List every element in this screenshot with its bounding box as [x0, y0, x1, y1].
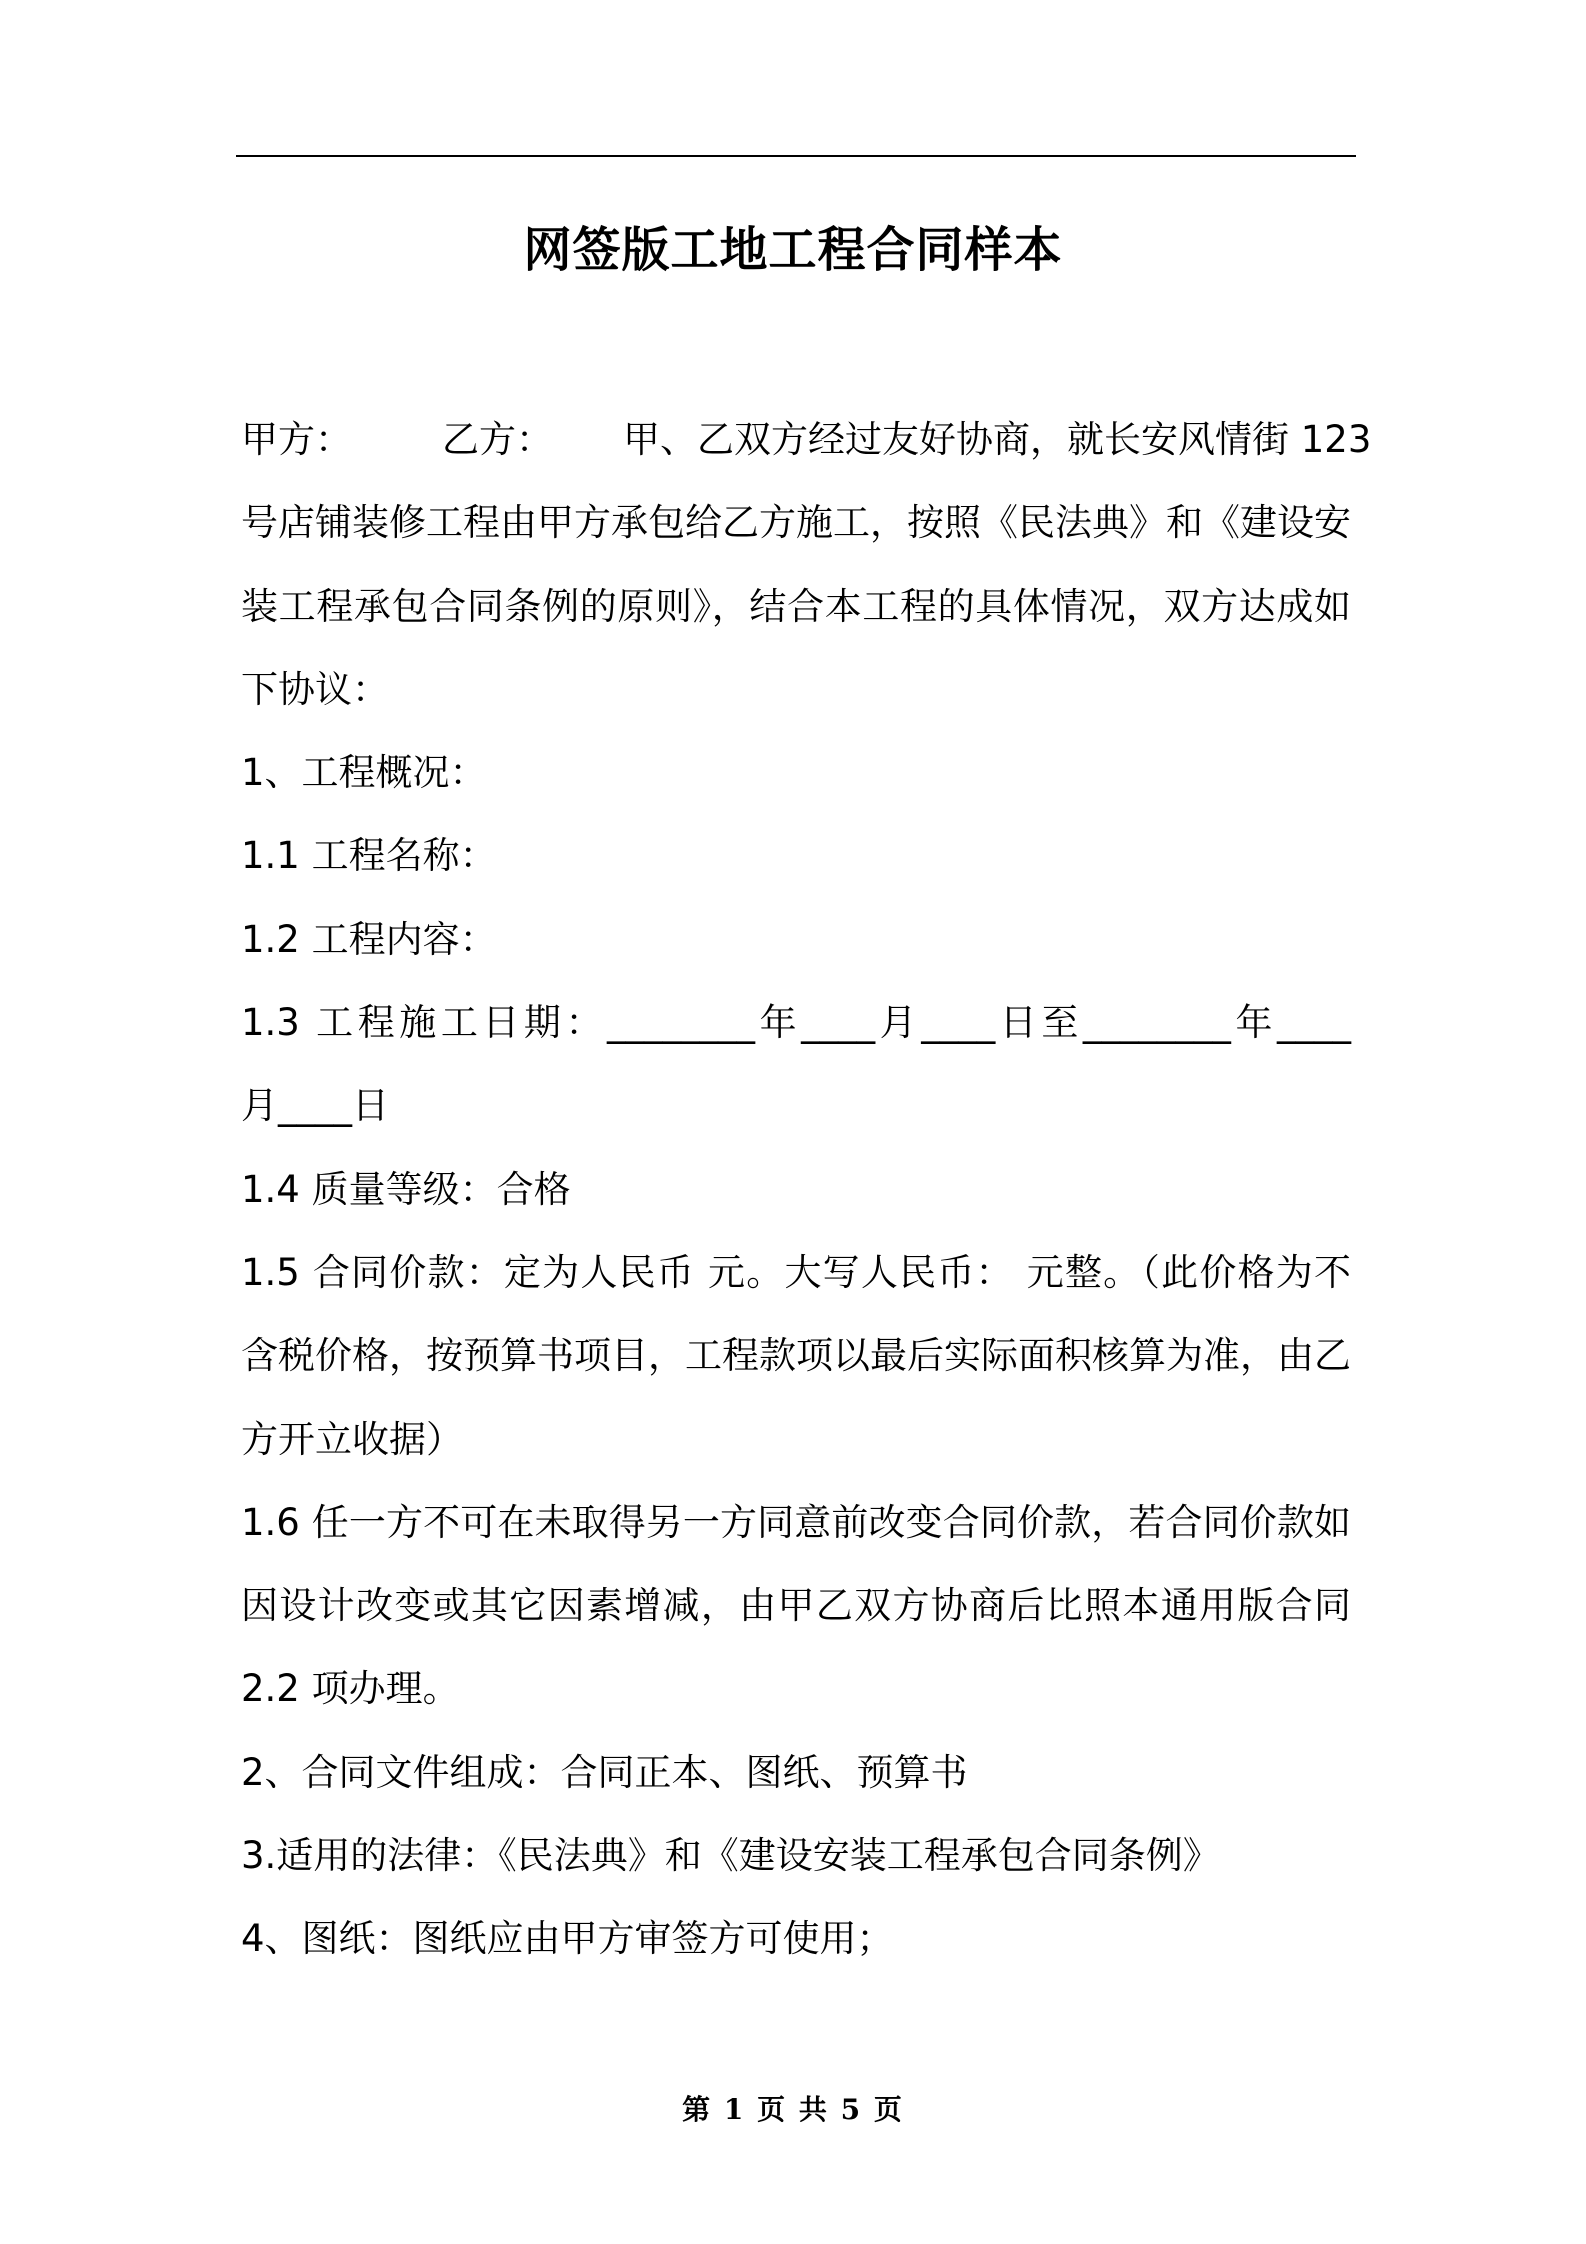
body-line — [241, 398, 1372, 481]
body-line: 1.3 工程施工日期：________年____月____日至________年____ — [241, 1001, 1351, 1045]
party-a-label: 甲方： — [241, 418, 352, 461]
section-heading: 4、图纸：图纸应由甲方审签方可使用； — [241, 1917, 894, 1961]
document-body — [241, 398, 1372, 1981]
body-line: 1.2 工程内容： — [241, 917, 497, 961]
section-heading: 1、工程概况： — [241, 751, 487, 795]
body-text: 甲、乙双方经过友好协商，就长安风情街 123 — [623, 418, 1372, 461]
body-line: 含税价格，按预算书项目，工程款项以最后实际面积核算为准，由乙 — [241, 1334, 1351, 1378]
section-heading: 3.适用的法律：《民法典》和《建设安装工程承包合同条例》 — [241, 1834, 1220, 1878]
body-line: 1.4 质量等级：合格 — [241, 1167, 571, 1211]
section-heading: 2、合同文件组成：合同正本、图纸、预算书 — [241, 1750, 968, 1794]
document-title: 网签版工地工程合同样本 — [523, 222, 1063, 278]
body-line: 月____日 — [241, 1084, 389, 1128]
header-rule — [236, 155, 1356, 157]
body-line: 1.6 任一方不可在未取得另一方同意前改变合同价款，若合同价款如 — [241, 1500, 1351, 1544]
body-line: 装工程承包合同条例的原则》，结合本工程的具体情况，双方达成如 — [241, 584, 1351, 628]
body-line: 1.5 合同价款：定为人民币 元。大写人民币： 元整。（此价格为不 — [241, 1250, 1351, 1294]
body-line: 因设计改变或其它因素增减，由甲乙双方协商后比照本通用版合同 — [241, 1584, 1351, 1628]
page-number: 第 1 页 共 5 页 — [682, 2093, 904, 2126]
body-line: 方开立收据） — [241, 1417, 463, 1461]
body-line: 下协议： — [241, 667, 389, 711]
body-line: 1.1 工程名称： — [241, 834, 497, 878]
party-b-label: 乙方： — [442, 418, 553, 461]
body-line: 2.2 项办理。 — [241, 1667, 460, 1711]
body-line: 号店铺装修工程由甲方承包给乙方施工，按照《民法典》和《建设安 — [241, 501, 1351, 545]
